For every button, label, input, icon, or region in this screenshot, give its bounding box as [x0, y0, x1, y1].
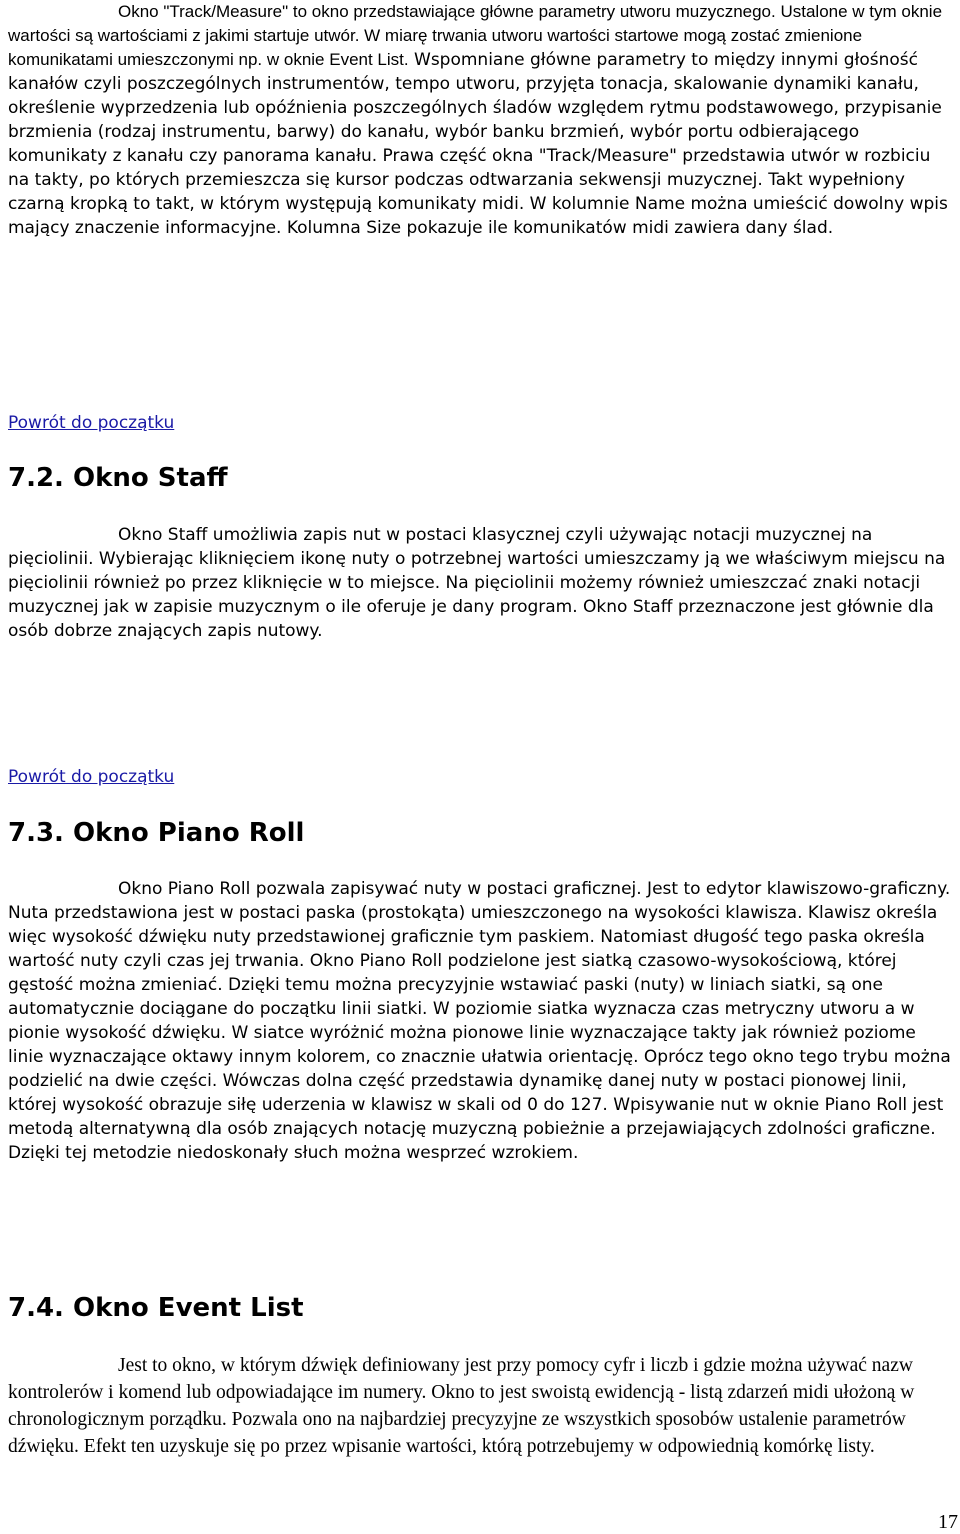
back-to-top-link[interactable]: Powrót do początku: [8, 767, 175, 787]
staff-section: [8, 523, 952, 643]
event-list-paragraph: Jest to okno, w którym dźwięk definiowany jest przy pomocy cyfr i liczb i gdzie można używać nazw kontrolerów i komend lub odpowiadające im numery. Okno to jest swoistą ewidencją - listą zdarzeń midi ułożoną w chronologicznym porządku. Pozwala ono na najbardziej precyzyjne ze wszystkich sposobów ustalenie parametrów dźwięku. Efekt ten uzyskuje się po przez wpisanie wartości, którą potrzebujemy w odpowiednią komórkę listy.: [8, 1355, 915, 1457]
event-list-section-heading: 7.4. Okno Event List: [8, 1293, 304, 1323]
track-measure-lead-text: Okno "Track/Measure" to okno przedstawiające główne parametry utworu muzycznego. Ustalone w tym oknie wartości są wartościami z jakimi startuje utwór. W miarę trwania utworu wartości startowe mogą zostać zmienione komunikatami umieszczonymi np. w oknie Event List.: [8, 2, 943, 69]
piano-roll-section-heading: 7.3. Okno Piano Roll: [8, 818, 305, 848]
staff-section-heading: 7.2. Okno Staff: [8, 463, 228, 493]
page-number: 17: [938, 1511, 958, 1533]
back-to-top-link[interactable]: Powrót do początku: [8, 413, 175, 433]
track-measure-section: [8, 0, 952, 240]
piano-roll-paragraph: Okno Piano Roll pozwala zapisywać nuty w postaci graficznej. Jest to edytor klawiszowo-graficzny. Nuta przedstawiona jest w postaci paska (prostokąta) umieszczonego na wysokości klawisza. Klawisz określa więc wysokość dźwięku nuty przedstawionej graficznie tym paskiem. Natomiast długość tego paska określa wartość nuty czyli czas jej trwania. Okno Piano Roll podzielone jest siatką czasowo-wysokościową, której gęstość można zmieniać. Dzięki temu można precyzyjnie wstawiać paski (nuty) w liniach siatki, są one automatycznie dociągane do początku linii siatki. W poziomie siatka wyznacza czas metryczny utworu a w pionie wysokość dźwięku. W siatce wyróżnić można pionowe linie wyznaczające takty jak również poziome linie wyznaczające oktawy innym kolorem, co znacznie ułatwia orientację. Oprócz tego okno tego trybu można podzielić na dwie części. Wówczas dolna część przedstawia dynamikę danej nuty w postaci pionowej linii, której wysokość obrazuje siłę uderzenia w klawisz w skali od 0 do 127. Wpisywanie nut w oknie Piano Roll jest metodą alternatywną dla osób znających notację muzyczną pobieżnie a przejawiających zdolności graficzne. Dzięki tej metodzie niedoskonały słuch można wesprzeć wzrokiem.: [8, 879, 951, 1163]
staff-paragraph: Okno Staff umożliwia zapis nut w postaci klasycznej czyli używając notacji muzycznej na pięciolinii. Wybierając kliknięciem ikonę nuty o potrzebnej wartości umieszczamy ją we właściwym miejscu na pięciolinii również po przez kliknięcie w to miejsce. Na pięciolinii możemy również umieszczać znaki notacji muzycznej jak w zapisie muzycznym o ile oferuje je dany program. Okno Staff przeznaczone jest głównie dla osób dobrze znających zapis nutowy.: [8, 525, 946, 641]
track-measure-body-text: Wspomniane główne parametry to między innymi głośność kanałów czyli poszczególnych instrumentów, tempo utworu, przyjęta tonacja, skalowanie dynamiki kanału, określenie wyprzedzenia lub opóźnienia poszczególnych śladów względem rytmu podstawowego, przypisanie brzmienia (rodzaj instrumentu, barwy) do kanału, wybór banku brzmień, wybór portu odbierającego komunikaty z kanału czy panorama kanału. Prawa część okna "Track/Measure" przedstawia utwór w rozbiciu na takty, po których przemieszcza się kursor podczas odtwarzania sekwensji muzycznej. Takt wypełniony czarną kropką to takt, w którym występują komunikaty midi. W kolumnie Name można umieścić dowolny wpis mający znaczenie informacyjne. Kolumna Size pokazuje ile komunikatów midi zawiera dany ślad.: [8, 50, 948, 238]
event-list-section: [8, 1352, 952, 1460]
track-measure-paragraph: [8, 0, 952, 240]
piano-roll-section: [8, 877, 952, 1165]
